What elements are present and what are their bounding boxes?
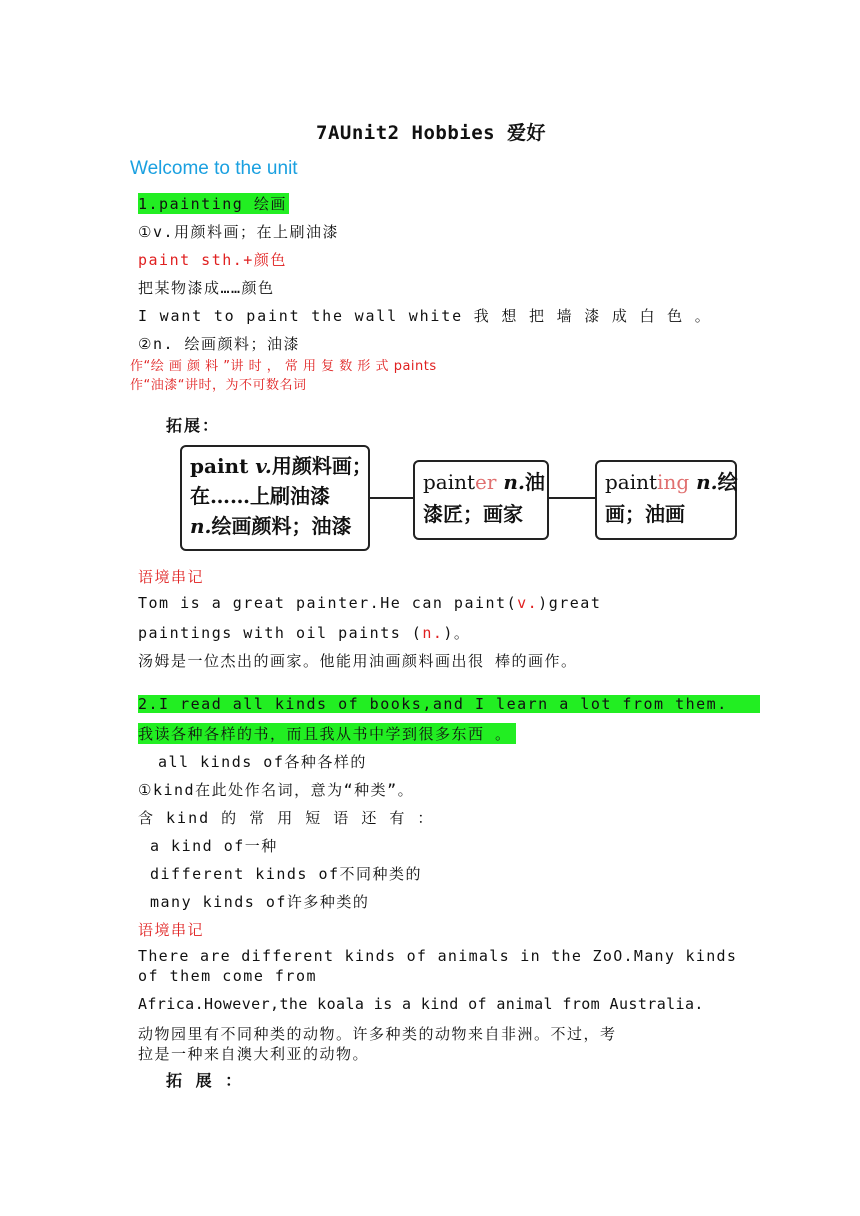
section-heading: Welcome to the unit: [130, 158, 298, 179]
painter-suffix: er: [475, 470, 497, 494]
item1-line1: ①v.用颜料画；在上刷油漆: [138, 223, 340, 241]
context1-label: 语境串记: [138, 568, 205, 586]
painter-meaning-b: 漆匠；画家: [423, 502, 523, 526]
context2-line1: There are different kinds of animals in the ZoO.Many kinds: [138, 947, 738, 965]
context2-line3: Africa.However,the koala is a kind of animal from Australia.: [138, 995, 704, 1013]
connector-2: [549, 497, 595, 499]
item1-note2: 作“油漆“讲时，为不可数名词: [130, 378, 307, 393]
context1-line2: [138, 622, 470, 643]
context1-line3: 汤姆是一位杰出的画家。他能用油画颜料画出很 棒的画作。: [138, 652, 578, 670]
context1-line1: [138, 594, 601, 612]
context1-line1-a: Tom is a great painter.He can paint(: [138, 594, 518, 612]
item2-line5: different kinds of不同种类的: [150, 865, 423, 883]
page-title: 7AUnit2 Hobbies 爱好: [316, 122, 547, 144]
item1-line5: ②n. 绘画颜料；油漆: [138, 335, 301, 353]
painting-meaning-b: 画；油画: [605, 502, 685, 526]
paint-meaning-v: 用颜料画；: [271, 454, 372, 478]
context2-line2: of them come from: [138, 967, 318, 985]
context1-line1-c: )great: [538, 594, 602, 612]
painting-suffix: ing: [657, 470, 690, 494]
item2-line1: all kinds of各种各样的: [158, 753, 367, 771]
painting-stem: paint: [605, 470, 658, 494]
item1-heading: 1.painting 绘画: [138, 195, 287, 213]
paint-meaning-n: 绘画颜料；油漆: [211, 514, 352, 538]
connector-1: [370, 497, 413, 499]
item2-line6: many kinds of许多种类的: [150, 893, 370, 911]
item2-line2: ①kind在此处作名词，意为“种类”。: [138, 781, 415, 799]
item1-line2: paint sth.+颜色: [138, 251, 287, 269]
painter-pos: n.: [496, 470, 525, 494]
item2-heading-en: 2.I read all kinds of books,and I learn a lot from them.: [138, 695, 760, 713]
item2-heading-zh: 我读各种各样的书，而且我从书中学到很多东西 。: [138, 723, 516, 744]
paint-pos-n: n.: [190, 514, 212, 538]
context2-label: 语境串记: [138, 921, 205, 939]
painter-meaning-a: 油: [524, 470, 545, 494]
painting-meaning-a: 绘: [717, 470, 738, 494]
paint-meaning-v2: 在……上刷油漆: [190, 484, 330, 508]
context2-line5: 拉是一种来自澳大利亚的动物。: [138, 1045, 370, 1063]
painting-pos: n.: [689, 470, 718, 494]
item2-line4: a kind of一种: [150, 837, 278, 855]
context2-line4: 动物园里有不同种类的动物。许多种类的动物来自非洲。不过，考: [138, 1025, 617, 1043]
context1-line2-a: paintings with oil paints (: [138, 624, 423, 642]
item1-note1: 作“绘 画 颜 料 ”讲 时 ， 常 用 复 数 形 式 paints: [130, 359, 437, 374]
item1-line4: I want to paint the wall white 我 想 把 墙 漆 成 白 色 。: [138, 307, 712, 325]
context1-pos-v: v.: [517, 594, 539, 612]
context1-pos-n: n.: [422, 624, 444, 642]
paint-box: [180, 445, 370, 551]
painter-box: [413, 460, 549, 540]
painting-box: [595, 460, 737, 540]
paint-pos-v: v.: [255, 454, 272, 478]
item2-line3: 含 kind 的 常 用 短 语 还 有 ：: [138, 809, 435, 827]
expand-label-2: 拓 展 ：: [166, 1071, 246, 1090]
expand-label: 拓展：: [166, 416, 221, 435]
context1-line2-c: )。: [443, 624, 471, 642]
painter-stem: paint: [423, 470, 476, 494]
item1-line3: 把某物漆成……颜色: [138, 279, 275, 297]
paint-word: paint: [190, 454, 256, 478]
